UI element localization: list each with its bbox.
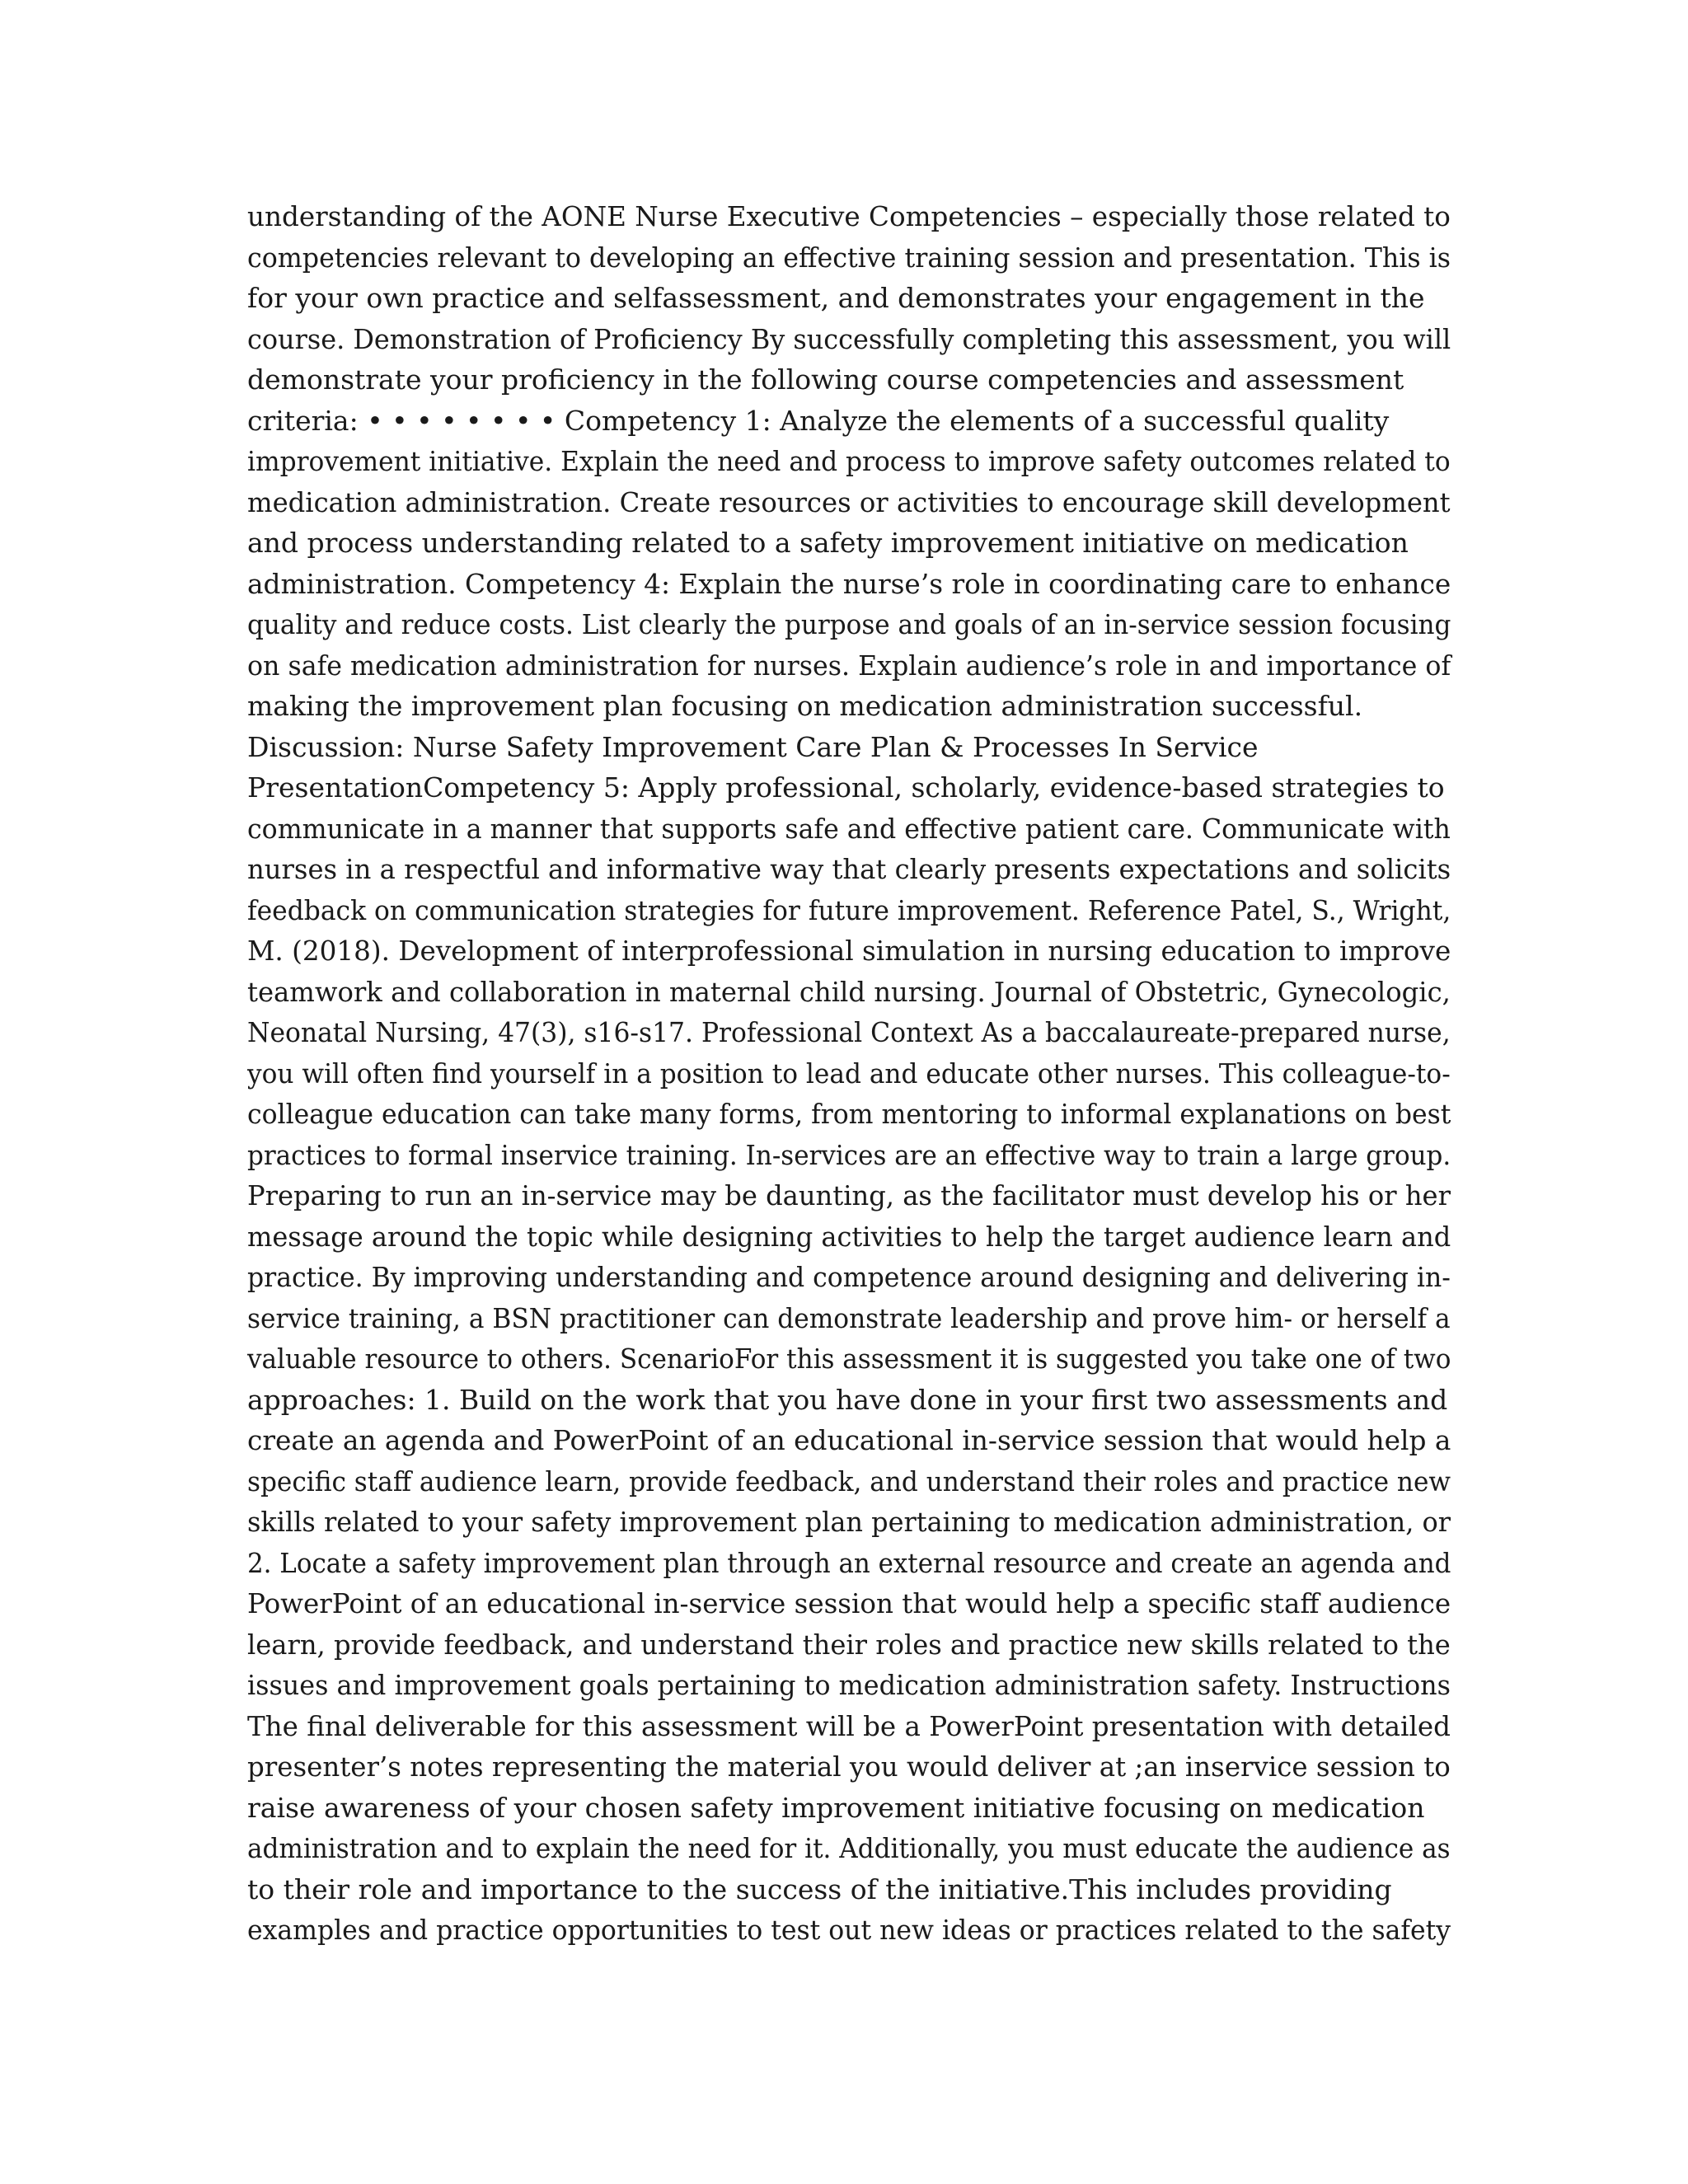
text-line: presenter’s notes representing the material you would deliver at ;an inservice session to [247,1750,1451,1783]
text-line: medication administration. Create resources or activities to encourage skill development [247,485,1451,518]
text-line: competencies relevant to developing an effective training session and presentation. This is [247,241,1451,274]
text-line: administration. Competency 4: Explain the nurse’s role in coordinating care to enhance [247,567,1451,600]
body-text [247,196,1451,1951]
text-line: you will often find yourself in a position to lead and educate other nurses. This colleague-to- [247,1057,1451,1090]
text-line: on safe medication administration for nurses. Explain audience’s role in and importance of [247,649,1451,682]
text-line: M. (2018). Development of interprofessional simulation in nursing education to improve [247,935,1451,967]
text-line: and process understanding related to a safety improvement initiative on medication [247,527,1409,559]
text-line: to their role and importance to the success of the initiative.This includes providing [247,1872,1392,1905]
text-line: The final deliverable for this assessment will be a PowerPoint presentation with detailed [247,1709,1451,1742]
text-line: practice. By improving understanding and competence around designing and delivering in- [247,1261,1451,1293]
text-line: Discussion: Nurse Safety Improvement Care Plan & Processes In Service [247,730,1259,763]
text-line: feedback on communication strategies for future improvement. Reference Patel, S., Wright, [247,893,1451,926]
text-line: for your own practice and selfassessment, and demonstrates your engagement in the [247,282,1425,314]
text-line: colleague education can take many forms, from mentoring to informal explanations on best [247,1098,1451,1130]
text-line: examples and practice opportunities to test out new ideas or practices related to the safety [247,1914,1451,1946]
text-line: PowerPoint of an educational in-service session that would help a specific staff audience [247,1587,1451,1619]
text-line: nurses in a respectful and informative way that clearly presents expectations and solicits [247,853,1451,885]
text-line: course. Demonstration of Proficiency By successfully completing this assessment, you will [247,322,1451,355]
text-line: issues and improvement goals pertaining to medication administration safety. Instructions [247,1669,1451,1701]
text-line: message around the topic while designing activities to help the target audience learn and [247,1220,1451,1253]
text-line: criteria: • • • • • • • • Competency 1: Analyze the elements of a successful quality [247,404,1390,437]
text-line: service training, a BSN practitioner can demonstrate leadership and prove him- or herself a [247,1301,1451,1334]
text-line: teamwork and collaboration in maternal child nursing. Journal of Obstetric, Gynecologic, [247,975,1451,1008]
text-line: skills related to your safety improvement plan pertaining to medication administration, or [247,1506,1451,1538]
text-line: Preparing to run an in-service may be daunting, as the facilitator must develop his or her [247,1179,1451,1212]
text-line: 2. Locate a safety improvement plan through an external resource and create an agenda and [247,1546,1451,1579]
text-line: communicate in a manner that supports safe and effective patient care. Communicate with [247,812,1451,845]
text-line: learn, provide feedback, and understand their roles and practice new skills related to the [247,1628,1451,1661]
text-line: making the improvement plan focusing on medication administration successful. [247,690,1363,722]
text-line: valuable resource to others. ScenarioFor this assessment it is suggested you take one of two [247,1343,1451,1375]
text-line: specific staff audience learn, provide feedback, and understand their roles and practice new [247,1465,1451,1497]
text-line: understanding of the AONE Nurse Executive Competencies – especially those related to [247,200,1451,232]
text-line: approaches: 1. Build on the work that you have done in your first two assessments and [247,1383,1448,1416]
text-line: Neonatal Nursing, 47(3), s16-s17. Professional Context As a baccalaureate-prepared nurse, [247,1016,1451,1048]
text-line: practices to formal inservice training. In-services are an effective way to train a large group. [247,1138,1451,1171]
text-line: raise awareness of your chosen safety improvement initiative focusing on medication [247,1791,1425,1824]
text-line: administration and to explain the need for it. Additionally, you must educate the audience as [247,1832,1451,1864]
text-line: quality and reduce costs. List clearly the purpose and goals of an in-service session focusing [247,608,1451,640]
text-line: improvement initiative. Explain the need and process to improve safety outcomes related to [247,445,1451,477]
text-line: create an agenda and PowerPoint of an educational in-service session that would help a [247,1424,1451,1456]
text-line: demonstrate your proficiency in the following course competencies and assessment [247,363,1404,396]
text-line: PresentationCompetency 5: Apply professional, scholarly, evidence-based strategies to [247,771,1445,804]
